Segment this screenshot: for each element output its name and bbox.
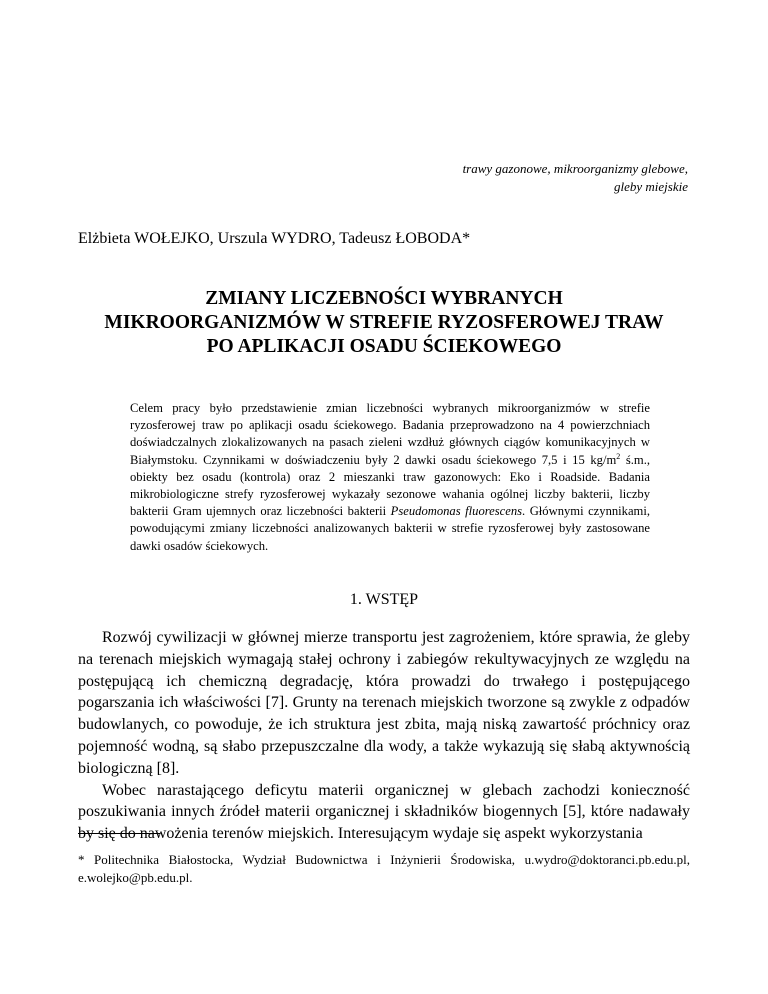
abstract-part-2: ś.m., obiekty bez osadu (kontrola) oraz 2 mieszanki traw gazonowych: Eko i Roadside. Badania mikrobiologiczne strefy ryzosferowej wykazały sezonowe wahania ogólnej liczby bakterii, liczby bakterii Gram ujemnych oraz liczebności bakterii — [130, 452, 650, 519]
keywords-line-1: trawy gazonowe, mikroorganizmy glebowe, — [462, 161, 688, 176]
body-paragraph-2: Wobec narastającego deficytu materii organicznej w glebach zachodzi konieczność poszukiwania innych źródeł materii organicznej i składników biogennych [5], które nadawały by się do nawożenia terenów miejskich. Interesującym wydaje się aspekt wykorzystania — [78, 781, 690, 843]
keywords — [368, 160, 688, 196]
keywords-line-2: gleby miejskie — [614, 179, 688, 194]
footnote — [78, 851, 690, 887]
paper-title — [60, 287, 708, 359]
abstract — [130, 400, 650, 555]
body-paragraph-1: Rozwój cywilizacji w głównej mierze transportu jest zagrożeniem, które sprawia, że gleby na terenach miejskich wymagają stałej ochrony i zabiegów rekultywacyjnych ze względu na postępującą ich chemiczną degradację, która prowadzi do trwałego i postępującego pogarszania ich właściwości [7]. Grunty na terenach miejskich tworzone są zwykle z odpadów budowlanych, co powoduje, że ich struktura jest zbita, mają niską zawartość próchnicy oraz pojemność wodną, są słabo przepuszczalne dla wody, a także wykazują się słabą aktywnością biologiczną [8]. — [78, 629, 690, 777]
abstract-superscript: 2 — [616, 451, 621, 461]
abstract-paragraph — [130, 400, 650, 555]
title-line-1: ZMIANY LICZEBNOŚCI WYBRANYCH — [205, 288, 563, 309]
abstract-part-3: . Głównymi czynnikami, powodującymi zmiany liczebności analizowanych bakterii w strefie ryzosferowej były zastosowane dawki osadów ściekowych. — [130, 504, 650, 553]
authors: Elżbieta WOŁEJKO, Urszula WYDRO, Tadeusz ŁOBODA* — [78, 230, 471, 247]
abstract-part-1: Celem pracy było przedstawienie zmian liczebności wybranych mikroorganizmów w strefie ryzosferowej traw po aplikacji osadu ściekowego. Badania przeprowadzono na 4 powierzchniach doświadczalnych zlokalizowanych na pasach zieleni wzdłuż głównych ciągów komunikacyjnych w Białymstoku. Czynnikami w doświadczeniu były 2 dawki osadu ściekowego 7,5 i 15 kg/m — [130, 401, 650, 467]
footnote-divider — [78, 833, 160, 834]
section-heading: 1. WSTĘP — [349, 591, 419, 608]
title-line-2: MIKROORGANIZMÓW W STREFIE RYZOSFEROWEJ TRAW — [104, 312, 664, 333]
abstract-species: Pseudomonas fluorescens — [390, 504, 523, 519]
footnote-text: * Politechnika Białostocka, Wydział Budownictwa i Inżynierii Środowiska, u.wydro@doktoranci.pb.edu.pl, e.wolejko@pb.edu.pl. — [78, 852, 690, 885]
title-line-3: PO APLIKACJI OSADU ŚCIEKOWEGO — [206, 336, 562, 357]
body-text — [78, 627, 690, 845]
